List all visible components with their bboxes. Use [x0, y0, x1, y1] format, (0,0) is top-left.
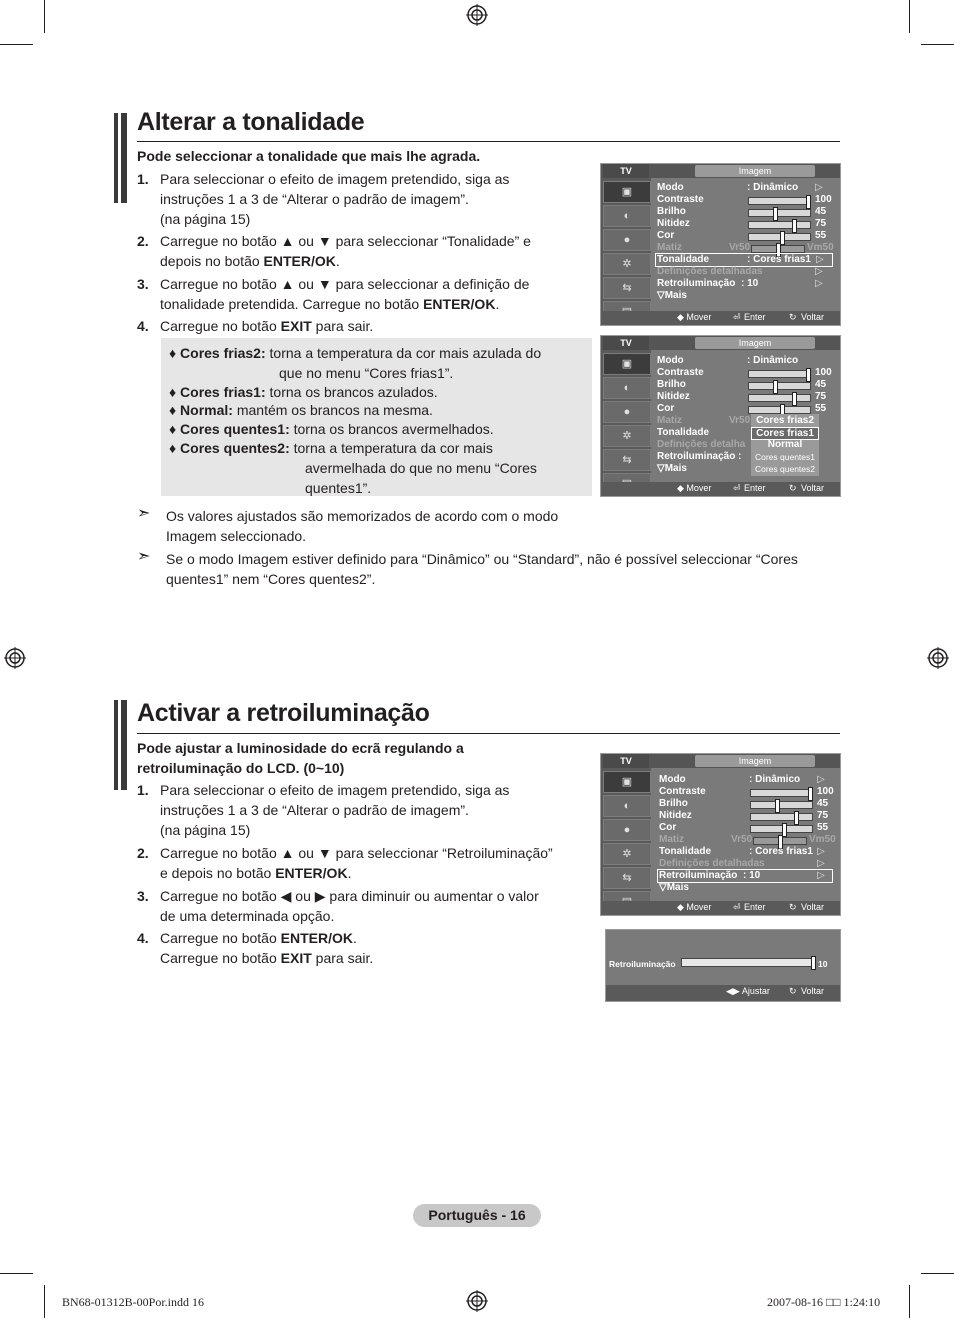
intro-text: Pode ajustar a luminosidade do ecrã regulando a retroiluminação do LCD. (0~10) — [137, 740, 464, 776]
section-marker — [114, 113, 127, 203]
page-number: Português - 16 — [413, 1204, 541, 1227]
step-4: 4. Carregue no botão EXIT para sair. — [137, 318, 374, 334]
step-3: 3. Carregue no botão ◀ ou ▶ para diminuir ou aumentar o valor de uma determinada opção. — [137, 888, 539, 924]
option-cores-quentes2: ♦ Cores quentes2: torna a temperatura da cor mais — [169, 440, 493, 456]
registration-mark-icon — [4, 647, 26, 669]
crop-mark — [0, 1273, 33, 1274]
channel-icon: ● — [603, 819, 651, 841]
osd-menu-tonalidade: TV Imagem ▣ ◐ ● ✲ ⇆ Modo : Dinâmico ▷ Contraste 100 Brilho 45 Nitidez 75 Cor 55 Matiz Vr50 Vm50 Tonalidade : Cores frias1 ▷ Definições detalhadas ▷ Retroiluminação : 10 ▷ ▽Mais ◆ Mover ⏎ Enter ↻ Voltar — [600, 163, 841, 326]
option-cores-quentes2-cont: quentes1”. — [305, 480, 372, 496]
step-4: 4. Carregue no botão ENTER/OK. Carregue no botão EXIT para sair. — [137, 930, 374, 966]
crop-mark — [921, 44, 954, 45]
note-arrow-icon: ➣ — [137, 505, 151, 522]
input-icon: ⇆ — [603, 449, 651, 471]
tone-popup-list: Cores frias2 Cores frias1 Normal Cores quentes1 Cores quentes2 — [751, 414, 819, 476]
note-2: ➣ Se o modo Imagem estiver definido para “Dinâmico” ou “Standard”, não é possível seleccionar “Cores quentes1” nem “Cores quentes2”. — [137, 548, 798, 587]
option-cores-frias2: ♦ Cores frias2: torna a temperatura da cor mais azulada do — [169, 345, 542, 361]
step-3: 3. Carregue no botão ▲ ou ▼ para seleccionar a definição de tonalidade pretendida. Carregue no botão ENTER/OK. — [137, 276, 530, 312]
sound-icon: ◐ — [603, 205, 651, 227]
option-cores-quentes2-cont: avermelhada do que no menu “Cores — [305, 460, 537, 476]
step-2: 2. Carregue no botão ▲ ou ▼ para seleccionar “Retroiluminação” e depois no botão ENTER/OK. — [137, 845, 553, 881]
osd-menu-tonalidade-popup: TV Imagem ▣ ◐ ● ✲ ⇆ Modo : Dinâmico Contraste 100 Brilho 45 Nitidez 75 Cor 55 Matiz Vr50 Tonalidade Definições detalha Retroiluminação : ▽Mais Cores frias2 Cores frias1 Normal Cores quentes1 Cores quentes2 ◆ Mover ⏎ Enter ↻ Voltar — [600, 335, 841, 497]
tone-options-box — [161, 338, 592, 496]
section-title: Alterar a tonalidade — [137, 108, 365, 136]
crop-mark — [44, 1285, 45, 1318]
step-1: 1. Para seleccionar o efeito de imagem pretendido, siga as instruções 1 a 3 de “Alterar o padrão de imagem”. (na página 15) — [137, 782, 510, 838]
section-rule — [137, 733, 840, 734]
section-title: Activar a retroiluminação — [137, 699, 430, 727]
sound-icon: ◐ — [603, 795, 651, 817]
sound-icon: ◐ — [603, 377, 651, 399]
crop-mark — [44, 0, 45, 33]
osd-retroiluminacao-adjust: Retroiluminação 10 ◀▶ Ajustar ↻ Voltar — [605, 929, 841, 1002]
date-slug: 2007-08-16 □□ 1:24:10 — [767, 1295, 881, 1309]
input-icon: ⇆ — [603, 867, 651, 889]
section-rule — [137, 141, 840, 142]
intro-text: Pode seleccionar a tonalidade que mais lhe agrada. — [137, 148, 481, 164]
setup-icon: ✲ — [603, 253, 651, 275]
crop-mark — [0, 44, 33, 45]
file-slug: BN68-01312B-00Por.indd 16 — [62, 1295, 205, 1309]
option-normal: ♦ Normal: mantém os brancos na mesma. — [169, 402, 433, 418]
option-cores-frias1: ♦ Cores frias1: torna os brancos azulados. — [169, 384, 438, 400]
note-arrow-icon: ➣ — [137, 548, 151, 565]
setup-icon: ✲ — [603, 843, 651, 865]
crop-mark — [909, 0, 910, 33]
channel-icon: ● — [603, 229, 651, 251]
channel-icon: ● — [603, 401, 651, 423]
step-2: 2. Carregue no botão ▲ ou ▼ para seleccionar “Tonalidade” e depois no botão ENTER/OK. — [137, 233, 531, 269]
option-cores-frias2-cont: que no menu “Cores frias1”. — [279, 365, 454, 381]
section-marker — [114, 700, 127, 790]
input-icon: ⇆ — [603, 277, 651, 299]
picture-icon: ▣ — [603, 771, 651, 793]
picture-icon: ▣ — [603, 353, 651, 375]
step-1: 1. Para seleccionar o efeito de imagem pretendido, siga as instruções 1 a 3 de “Alterar o padrão de imagem”. (na página 15) — [137, 171, 510, 227]
option-cores-quentes1: ♦ Cores quentes1: torna os brancos avermelhados. — [169, 421, 494, 437]
setup-icon: ✲ — [603, 425, 651, 447]
registration-mark-icon — [466, 4, 488, 26]
note-1: ➣ Os valores ajustados são memorizados de acordo com o modo Imagem seleccionado. — [137, 505, 559, 544]
osd-menu-retroiluminacao: TV Imagem ▣ ◐ ● ✲ ⇆ Modo : Dinâmico ▷ Contraste 100 Brilho 45 Nitidez 75 Cor 55 Matiz Vr50 Vm50 Tonalidade : Cores frias1 ▷ Definições detalhadas ▷ Retroiluminação : 10 ▷ ▽Mais ◆ Mover ⏎ Enter ↻ Voltar — [600, 753, 841, 916]
registration-mark-icon — [927, 647, 949, 669]
registration-mark-icon — [466, 1290, 488, 1312]
picture-icon: ▣ — [603, 181, 651, 203]
crop-mark — [921, 1273, 954, 1274]
crop-mark — [909, 1285, 910, 1318]
